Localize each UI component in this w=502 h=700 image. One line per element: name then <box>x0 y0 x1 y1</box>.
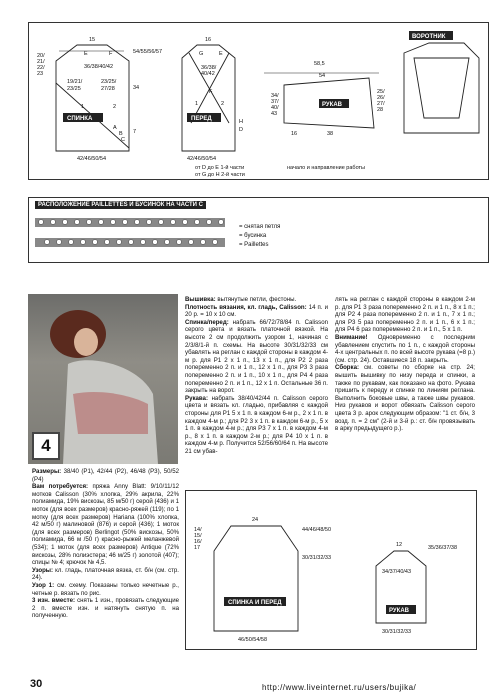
back-sl1: 21/ <box>37 59 45 65</box>
body-r2: 30/31/32/33 <box>302 555 332 561</box>
embroidery-text: вытянутые петли, фестоны. <box>215 296 297 303</box>
pattern1-head: Узор 1: <box>32 581 55 589</box>
page-number: 30 <box>30 678 43 690</box>
back-n1: 1 <box>81 104 85 110</box>
bsleeve-label: РУКАВ <box>389 608 409 614</box>
front-n2: 2 <box>221 101 225 107</box>
paillettes-title: РАСПОЛОЖЕНИЕ PAILLETTES И БУСИНОК НА ЧАСТИ С <box>35 201 206 209</box>
front-diagram <box>182 45 235 151</box>
sleeve-l3: 43 <box>271 111 278 117</box>
body-text: набрать 66/72/78/84 п. Calisson серого цвета и вязать платочной вязкой. На высоте 2 см продолжить узором 1, начиная с 2/3/8/1-й п. схемы. На высоте 30/31/32/33 см убавлять на реглан с каждой стороны в каждом 4-м р. для Р1 2 х 1 п., 13 х 1 п., для Р2 2 раза попеременно 2 п. и 1 п., 12 х 1 п., для Р3 3 раза попеременно 2 п. и 1 п., 10 х 1 п., для Р4 4 раза попеременно 2 п. и 1 п., 12 х 1 п. Остальные 36 п. закрыть на ворот. <box>185 318 328 395</box>
sleeve-r1: 26/ <box>377 95 385 101</box>
body-label: СПИНКА И ПЕРЕД <box>228 600 282 606</box>
patterns-head: Узоры: <box>32 566 54 574</box>
sleeve-r2: 27/ <box>377 101 385 107</box>
sizes-text: 38/40 (P1), 42/44 (P2), 46/48 (P3), 50/52 (P4) <box>32 468 179 483</box>
front-diagram-labels <box>187 37 245 178</box>
paillettes-chart <box>35 214 225 254</box>
assembly-text: см. советы по сборке на стр. 24; вышить вышивку по низу переда и спинки, а также по рукавам, как показано на фото. Рукава пришить к переду и спинке по линиям реглана. Выполнить боковые швы, а также швы рукавов. Низ рукавов и ворот обвязать Calisson серого цвета 3 р. арок следующим образом: "1 ст. б/н, 3 возд. п. = 2 см" (2-й и 3-й р.: ст. б/н провязывать в арку предыдущего р.). <box>335 364 475 433</box>
back-mid2: 19/21/ <box>67 79 83 85</box>
back-k5: F <box>109 51 113 57</box>
back-bottom: 42/46/50/54 <box>77 156 107 162</box>
body-l3: 17 <box>194 545 201 551</box>
pattern1-text: см. схему. Показаны только нечетные р., четные р. вязать по рис. <box>32 581 180 597</box>
embroidery-head: Вышивка: <box>185 296 216 303</box>
body-l1: 15/ <box>194 533 202 539</box>
front-k2: E <box>219 51 223 57</box>
back-mid1: 36/38/40/42 <box>84 64 114 70</box>
middle-text-column <box>185 296 328 455</box>
front-note2: от G до H 2-й части <box>195 172 245 178</box>
bsleeve-right: 35/36/37/38 <box>428 545 458 551</box>
back-mid5: 27/28 <box>101 86 115 92</box>
right-text-column <box>335 296 475 433</box>
back-sl3: 23 <box>37 71 44 77</box>
back-sl2: 22/ <box>37 65 45 71</box>
sleeves-text: набрать 38/40/42/44 п. Calisson серого цвета и вязать кл. гладью, прибавляя с каждой стороны для Р1 5 х 1 п. в каждом 6-м р., 2 х 1 п. в каждом 4-м р.; для Р2 3 х 1 п. в каждом 6-м р., 5 х 1 п. в каждом 4-м р.; для Р3 7 х 1 п. в каждом 4-м р., 8 х 1 п. в каждом 2-м р.; для Р4 10 х 1 п. в каждом 4-м р. Получится 52/56/60/64 п. На высоте 21 см убав- <box>185 394 328 455</box>
front-note1: от D до E 1-й части <box>195 165 245 171</box>
collar-diagram <box>404 43 479 133</box>
back-mid3: 23/25 <box>67 86 81 92</box>
front-mid: 36/38/ <box>201 65 217 71</box>
pattern-diagrams-svg <box>29 23 488 179</box>
bsleeve-mid: 34/37/40/43 <box>382 569 412 575</box>
bottom-diagrams-box <box>185 490 477 650</box>
back-k1: A <box>113 125 117 131</box>
gauge-text: 14 п. и 20 р. = 10 х 10 см. <box>185 303 328 319</box>
sleeve-l0: 34/ <box>271 93 279 99</box>
paillettes-legend-1: = бусинка <box>239 233 267 239</box>
front-bottom: 42/46/50/54 <box>187 156 217 162</box>
bsleeve-top: 12 <box>396 542 403 548</box>
bottom-diagrams-svg <box>186 491 476 649</box>
front-top: 16 <box>205 37 212 43</box>
body-diagram-labels <box>194 517 331 643</box>
front-k5: D <box>239 127 243 133</box>
sleeve-label: РУКАВ <box>322 102 342 108</box>
sleeve-r3: 28 <box>377 107 384 113</box>
photo-number: 4 <box>41 436 51 455</box>
back-label: СПИНКА <box>67 116 93 122</box>
body-bottom: 46/50/54/58 <box>238 637 268 643</box>
patterns-text: кл. гладь, платочная вязка, ст. б/н (см. стр. 24). <box>32 566 179 582</box>
materials-head: Вам потребуется: <box>32 483 89 491</box>
sleeve-l2: 40/ <box>271 105 279 111</box>
attention-text: Одновременно с последним убавлением спустить по 1 п., с каждой стороны 4-х центральных п. по всей высоте рукава (=8 р.) (см. стр. 24). Оставшиеся 18 п. закрыть. <box>335 333 475 364</box>
sleeve-top1: 58,5 <box>314 61 325 67</box>
back-sr: 54/55/56/57 <box>133 49 163 55</box>
paillettes-box <box>28 197 489 263</box>
attention-head: Внимание! <box>335 333 368 341</box>
sleeve-top2: 54 <box>319 73 326 79</box>
bottom-sleeve-labels <box>382 542 457 635</box>
model-photo <box>28 294 178 464</box>
materials-text: пряжа Anny Blatt: 9/10/11/12 мотков Calisson (30% хлопка, 29% акрила, 22% полиамида, 19% вискозы, 85 м/50 г) серой (436) и 1 моток (для всех размеров) красно-ряжей (119); по 1 мотку (для всех размеров) Hariana (100% хлопка, 42 м/50 г) малиновой (876) и серой (436); 1 моток (для всех размеров) Berlingot (50% вискозы, 50% полиамида, 66 м /50 г) красно-рыжей меланжевой (534); 1 моток (для всех размеров) Antique (72% вискозы, 28% полиэстера; 46 м/25 г) золотой (407); спицы № 4; крючок № 4,5. <box>32 483 179 567</box>
back-mid4: 23/25/ <box>101 79 117 85</box>
paillettes-legend-2: = Paillettes <box>239 242 269 248</box>
body-r1: 44/46/48/50 <box>302 527 332 533</box>
front-label: ПЕРЕД <box>191 116 212 122</box>
back-k2: B <box>119 131 123 137</box>
back-w: 15 <box>89 37 96 43</box>
back-n7: 7 <box>133 129 137 135</box>
bsleeve-bottom: 30/31/32/33 <box>382 629 412 635</box>
photo-number-badge <box>32 432 60 460</box>
body-top: 24 <box>252 517 259 523</box>
back-n34: 34 <box>133 85 140 91</box>
body-l0: 14/ <box>194 527 202 533</box>
sleeve-r0: 25/ <box>377 89 385 95</box>
sleeve-continue-text: лять на реглан с каждой стороны в каждом 2-м р. для Р1 3 раза попеременно 2 п. и 1 п., 8 х 1 п.; для Р2 4 раза попеременно 2 п. и 1 п., 7 х 1 п.; для Р3 5 раз попеременно 2 п. и 1 п., 6 х 1 п.; для Р4 6 раз попеременно 2 п. и 1 п., 5 х 1 п. <box>335 296 475 334</box>
back-n2: 2 <box>113 104 117 110</box>
body-head: Спинка/перед: <box>185 318 229 326</box>
front-k3: F <box>209 89 213 95</box>
sleeve-b1: 16 <box>291 131 298 137</box>
front-k4: H <box>239 119 243 125</box>
gauge-head: Плотность вязания, кл. гладь, Calisson: <box>185 303 307 311</box>
front-mid2: 40/42 <box>201 71 215 77</box>
p3together-text: снять 1 изн., провязать следующие 2 п. вместе изн. и натянуть снятую п. на полученную. <box>32 597 179 620</box>
assembly-head: Сборка: <box>335 364 359 372</box>
sleeve-b2: 38 <box>327 131 334 137</box>
paillettes-legend-0: = снятая петля <box>239 224 281 230</box>
sleeve-diagram-labels <box>271 61 385 171</box>
sleeve-note: начало и направление работы <box>287 165 365 171</box>
sleeves-head: Рукава: <box>185 394 208 402</box>
back-sl0: 20/ <box>37 53 45 59</box>
collar-label: ВОРОТНИК <box>412 34 446 40</box>
back-k4: E <box>84 51 88 57</box>
top-diagrams-box <box>28 22 489 180</box>
body-l2: 16/ <box>194 539 202 545</box>
front-n1: 1 <box>195 101 199 107</box>
sleeve-l1: 37/ <box>271 99 279 105</box>
left-text-column <box>32 468 179 620</box>
source-url[interactable]: http://www.liveinternet.ru/users/bujika/ <box>262 683 417 692</box>
back-k3: C <box>121 137 125 143</box>
p3together-head: 3 изн. вместе: <box>32 597 76 605</box>
body-diagram <box>214 526 298 631</box>
sizes-head: Размеры: <box>32 468 62 475</box>
front-k1: G <box>199 51 204 57</box>
